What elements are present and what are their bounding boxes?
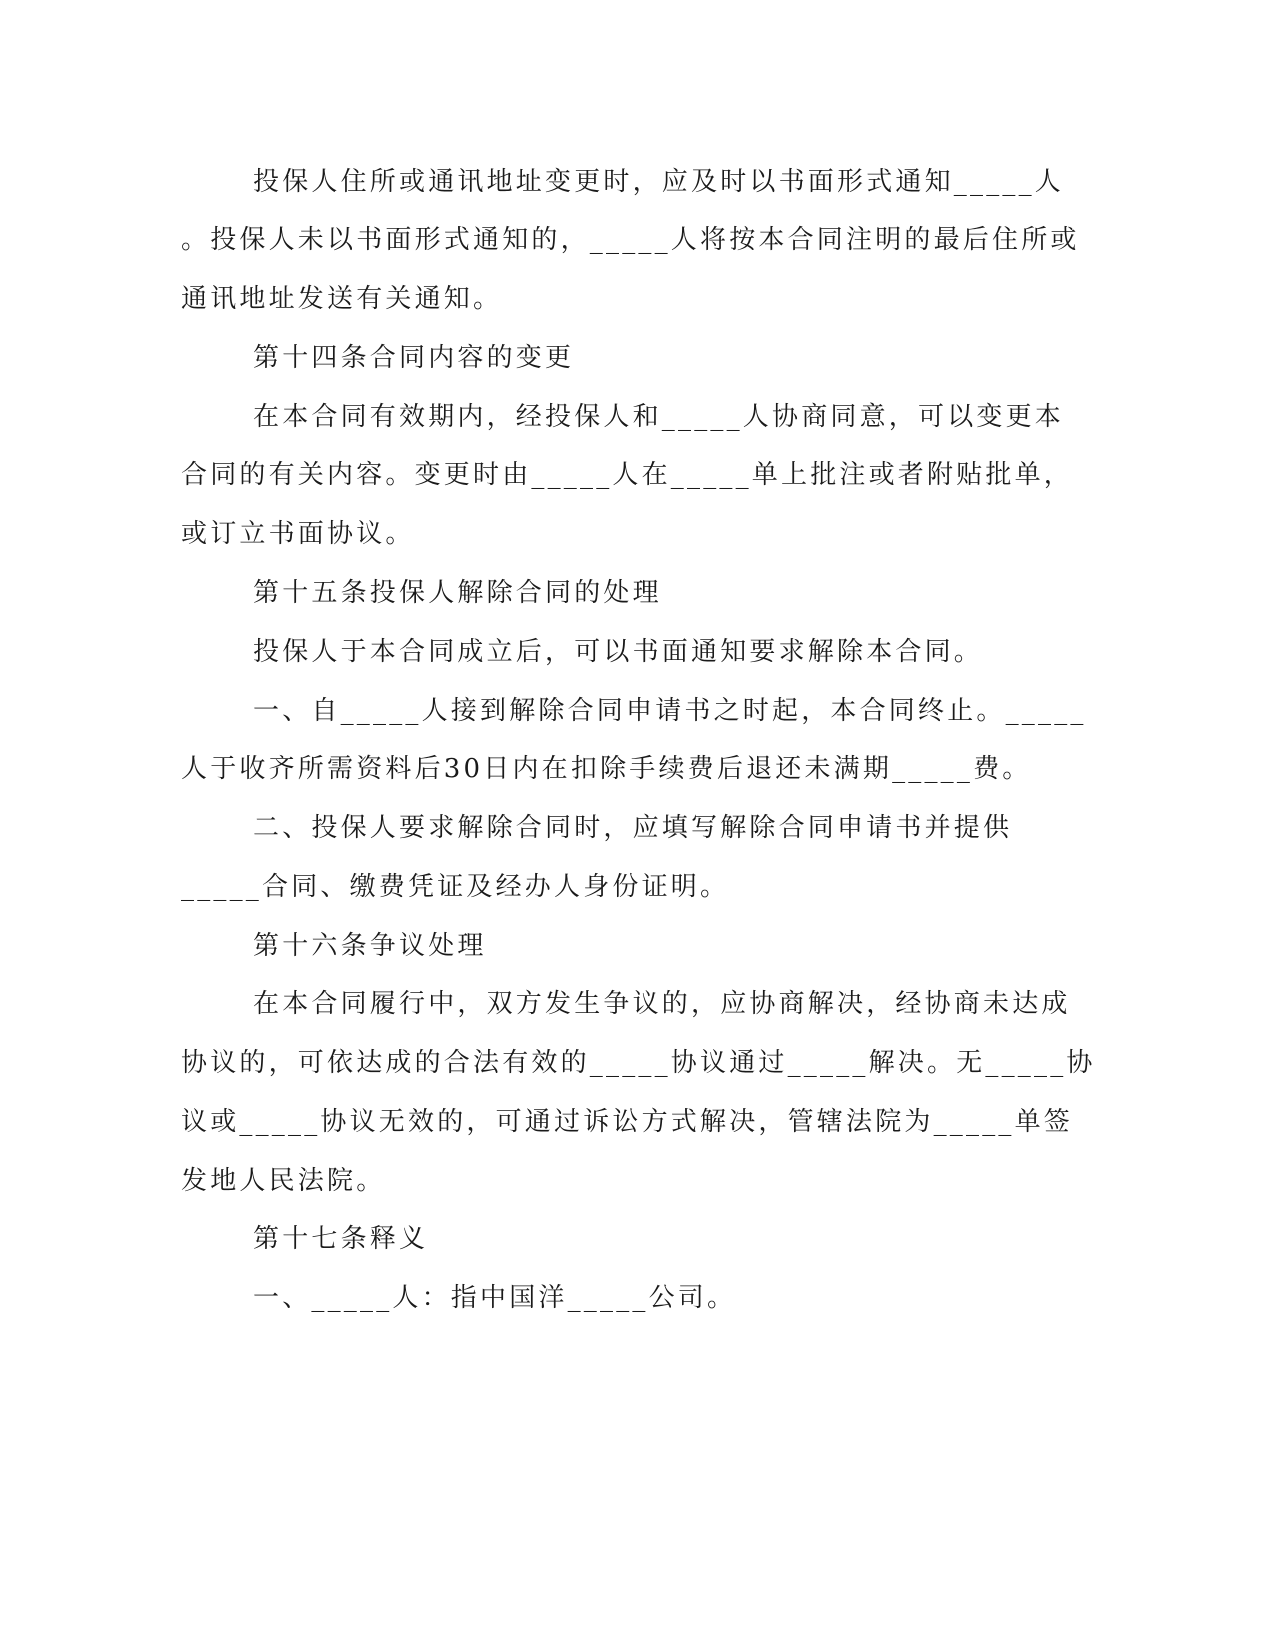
paragraph-line: 人于收齐所需资料后30日内在扣除手续费后退还未满期_____费。: [181, 754, 1032, 784]
paragraph-line: 二、投保人要求解除合同时，应填写解除合同申请书并提供: [253, 813, 1013, 843]
paragraph-line: 合同的有关内容。变更时由_____人在_____单上批注或者附贴批单，: [181, 460, 1074, 490]
section-heading: 第十五条投保人解除合同的处理: [253, 578, 662, 608]
paragraph-line: 通讯地址发送有关通知。: [181, 284, 503, 314]
section-heading: 第十四条合同内容的变更: [253, 343, 575, 373]
paragraph-line: 协议的，可依达成的合法有效的_____协议通过_____解决。无_____协: [181, 1048, 1096, 1078]
paragraph-line: 议或_____协议无效的，可通过诉讼方式解决，管辖法院为_____单签: [181, 1107, 1074, 1137]
paragraph-line: 投保人于本合同成立后，可以书面通知要求解除本合同。: [253, 637, 984, 667]
section-heading: 第十六条争议处理: [253, 931, 487, 961]
paragraph-line: _____合同、缴费凭证及经办人身份证明。: [181, 872, 730, 902]
paragraph-line: 在本合同履行中，双方发生争议的，应协商解决，经协商未达成: [253, 989, 1071, 1019]
paragraph-line: 一、_____人：指中国洋_____公司。: [253, 1283, 737, 1313]
paragraph-line: 一、自_____人接到解除合同申请书之时起，本合同终止。_____: [253, 696, 1087, 726]
paragraph-line: 。投保人未以书面形式通知的，_____人将按本合同注明的最后住所或: [181, 225, 1080, 255]
paragraph-line: 在本合同有效期内，经投保人和_____人协商同意，可以变更本: [253, 402, 1065, 432]
paragraph-line: 发地人民法院。: [181, 1166, 386, 1196]
paragraph-line: 或订立书面协议。: [181, 519, 415, 549]
section-heading: 第十七条释义: [253, 1224, 429, 1254]
paragraph-line: 投保人住所或通讯地址变更时，应及时以书面形式通知_____人: [253, 167, 1065, 197]
